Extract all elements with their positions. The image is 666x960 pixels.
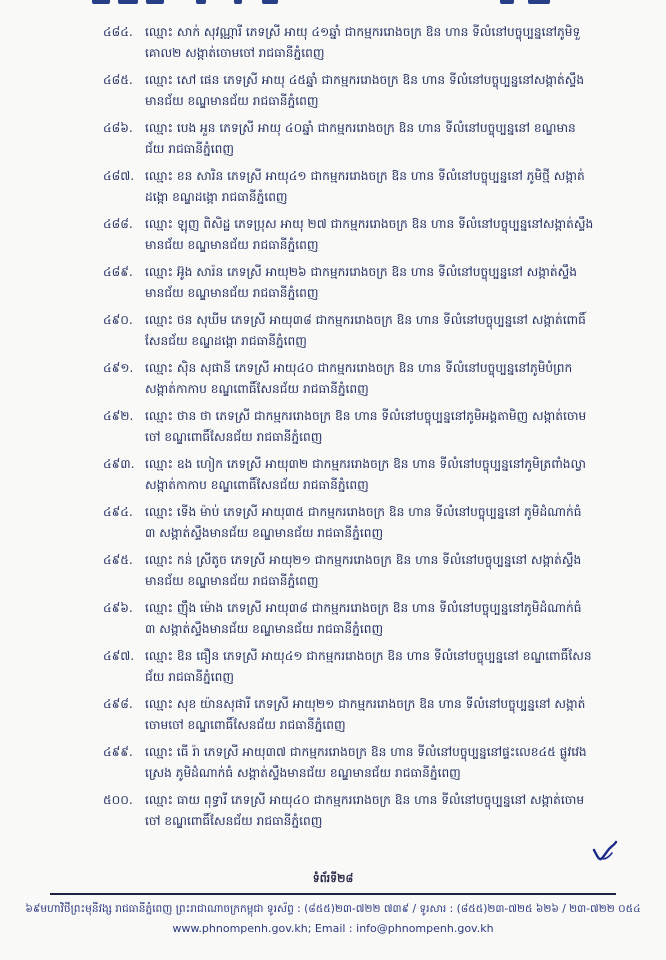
- entry-line-2: គោល២ សង្កាត់ចោមចៅ រាជធានីភ្នំពេញ: [145, 46, 325, 60]
- entry-number: ៤៩៩.: [103, 745, 133, 759]
- entry-line-2: មានជ័យ ខណ្ឌមានជ័យ រាជធានីភ្នំពេញ: [145, 238, 319, 252]
- entry-line-2: ជ័យ រាជធានីភ្នំពេញ: [145, 670, 234, 684]
- list-item: [103, 166, 653, 214]
- list-item: [103, 214, 653, 262]
- entry-line-2: សង្កាត់កាកាប ខណ្ឌពោធិ៍សែនជ័យ រាជធានីភ្នំពេញ: [145, 382, 369, 396]
- list-item: [103, 70, 653, 118]
- entry-line-1: ឈ្មោះ ខន សារិន ភេទស្រី អាយុ៤១ ជាកម្មកររោងចក្រ ឱន ហាន ទីលំនៅបច្ចុប្បន្ននៅ ភូមិថ្មី សង្កាត់: [145, 169, 585, 183]
- entry-line-1: ឈ្មោះ ធាយ ពុទ្ធារី ភេទស្រី អាយុ៤០ ជាកម្មកររោងចក្រ ឱន ហាន ទីលំនៅបច្ចុប្បន្ននៅ សង្កាត់ចោម: [145, 793, 585, 807]
- list-item: [103, 22, 653, 70]
- entry-line-2: សែនជ័យ ខណ្ឌដង្កោ រាជធានីភ្នំពេញ: [145, 334, 307, 348]
- entry-line-1: ឈ្មោះ ទើង ម៉ាប់ ភេទស្រី អាយុ៣៥ ជាកម្មកររោងចក្រ ឱន ហាន ទីលំនៅបច្ចុប្បន្ននៅ ភូមិដំណាក់ធំ: [145, 505, 582, 519]
- worker-list: [103, 22, 653, 838]
- entry-line-2: ស្រេង ភូមិដំណាក់ធំ សង្កាត់ស្ទឹងមានជ័យ ខណ្ឌមានជ័យ រាជធានីភ្នំពេញ: [145, 766, 461, 780]
- entry-line-2: ដង្កោ ខណ្ឌដង្កោ រាជធានីភ្នំពេញ: [145, 190, 288, 204]
- signature-mark: [590, 838, 620, 866]
- website-link[interactable]: www.phnompenh.gov.kh: [172, 922, 308, 935]
- entry-line-2: សង្កាត់កាកាប ខណ្ឌពោធិ៍សែនជ័យ រាជធានីភ្នំពេញ: [145, 478, 369, 492]
- entry-line-2: មានជ័យ ខណ្ឌមានជ័យ រាជធានីភ្នំពេញ: [145, 574, 319, 588]
- list-item: [103, 646, 653, 694]
- list-item: [103, 742, 653, 790]
- entry-line-1: ឈ្មោះ បេង អួន ភេទស្រី អាយុ ៤០ឆ្នាំ ជាកម្មកររោងចក្រ ឱន ហាន ទីលំនៅបច្ចុប្បន្ននៅ ខណ្ឌមាន: [145, 121, 576, 135]
- entry-line-2: មានជ័យ ខណ្ឌមានជ័យ រាជធានីភ្នំពេញ: [145, 94, 319, 108]
- entry-number: ៤៨៩.: [103, 265, 133, 279]
- entry-line-1: ឈ្មោះ ថន សុឃីម ភេទស្រី អាយុ៣៨ ជាកម្មកររោងចក្រ ឱន ហាន ទីលំនៅបច្ចុប្បន្ននៅ សង្កាត់ពោធិ៍: [145, 313, 586, 327]
- entry-number: ៤៩២.: [103, 409, 134, 423]
- entry-number: ៤៩០.: [103, 313, 133, 327]
- entry-line-2: មានជ័យ ខណ្ឌមានជ័យ រាជធានីភ្នំពេញ: [145, 286, 319, 300]
- footer-divider: [50, 893, 616, 895]
- list-item: [103, 310, 653, 358]
- entry-number: ៤៨៤.: [103, 25, 133, 39]
- entry-line-1: ឈ្មោះ ឧង ហៀក ភេទស្រី អាយុ៣២ ជាកម្មកររោងចក្រ ឱន ហាន ទីលំនៅបច្ចុប្បន្ននៅភូមិត្រពាំងល្វា: [145, 457, 587, 471]
- list-item: [103, 694, 653, 742]
- entry-number: ៤៩៣.: [103, 457, 135, 471]
- entry-line-1: ឈ្មោះ ឡុញ ពិសិដ្ឋ ភេទប្រុស អាយុ ២៧ ជាកម្មកររោងចក្រ ឱន ហាន ទីលំនៅបច្ចុប្បន្ននៅសង្កាត់ស្ទឹង: [145, 217, 594, 231]
- list-item: [103, 502, 653, 550]
- entry-line-1: ឈ្មោះ អ៊ូង សារ៉ន ភេទស្រី អាយុ២៦ ជាកម្មកររោងចក្រ ឱន ហាន ទីលំនៅបច្ចុប្បន្ននៅ សង្កាត់ស្ទឹង: [145, 265, 577, 279]
- entry-line-1: ឈ្មោះ ថាន ថា ភេទស្រី ជាកម្មកររោងចក្រ ឱន ហាន ទីលំនៅបច្ចុប្បន្ននៅភូមិអង្គតាមិញ សង្កាត់ចោម: [145, 409, 587, 423]
- entry-line-1: ឈ្មោះ ស៊ិន សុផានី ភេទស្រី អាយុ៤០ ជាកម្មកររោងចក្រ ឱន ហាន ទីលំនៅបច្ចុប្បន្ននៅភូមិបំព្រក: [145, 361, 573, 375]
- entry-number: ៤៩៦.: [103, 601, 133, 615]
- footer-address: ៦៩មហាវិថីព្រះមុនីវង្ស រាជធានីភ្នំពេញ ព្រះរាជាណាចក្រកម្ពុជា ទូរស័ព្ទ : (៨៥៥)២៣-៧២២ ៧៣៩ / ទូរសារ : (៨៥៥)២៣-៧២៥ ៦២៦ / ២៣-៧២២ ០៥៤: [25, 903, 641, 915]
- entry-line-2: ចៅ ខណ្ឌពោធិ៍សែនជ័យ រាជធានីភ្នំពេញ: [145, 814, 323, 828]
- entry-number: ៤៩៤.: [103, 505, 133, 519]
- entry-line-2: ចោមចៅ ខណ្ឌពោធិ៍សែនជ័យ រាជធានីភ្នំពេញ: [145, 718, 346, 732]
- list-item: [103, 550, 653, 598]
- list-item: [103, 598, 653, 646]
- entry-number: ៤៩៨.: [103, 697, 133, 711]
- page-number: ទំព័រទី២៨: [312, 872, 354, 885]
- entry-line-2: ៣ សង្កាត់ស្ទឹងមានជ័យ ខណ្ឌមានជ័យ រាជធានីភ្នំពេញ: [145, 622, 384, 636]
- email-label: Email :: [314, 922, 353, 935]
- entry-number: ៤៨៦.: [103, 121, 133, 135]
- entry-line-1: ឈ្មោះ សៅ ផេន ភេទស្រី អាយុ ៤៥ឆ្នាំ ជាកម្មកររោងចក្រ ឱន ហាន ទីលំនៅបច្ចុប្បន្ននៅសង្កាត់ស្ទឹង: [145, 73, 585, 87]
- entry-number: ៤៨៨.: [103, 217, 133, 231]
- entry-number: ៥០០.: [103, 793, 133, 807]
- entry-line-1: ឈ្មោះ សាក់ សុវណ្ណារី ភេទស្រី អាយុ ៤១ឆ្នាំ ជាកម្មកររោងចក្រ ឱន ហាន ទីលំនៅបច្ចុប្បន្ននៅភូមិទួ: [145, 25, 581, 39]
- footer-contact: www.phnompenh.gov.kh; Email : info@phnompenh.gov.kh: [172, 922, 494, 935]
- entry-line-1: ឈ្មោះ ញ៉ឹង ម៉ោង ភេទស្រី អាយុ៣៨ ជាកម្មកររោងចក្រ ឱន ហាន ទីលំនៅបច្ចុប្បន្ននៅភូមិដំណាក់ធំ: [145, 601, 582, 615]
- header-cropped-strip: [0, 0, 666, 14]
- list-item: [103, 262, 653, 310]
- list-item: [103, 790, 653, 838]
- entry-number: ៤៨៥.: [103, 73, 133, 87]
- entry-number: ៤៩១.: [103, 361, 134, 375]
- entry-number: ៤៩៥.: [103, 553, 133, 567]
- entry-line-1: ឈ្មោះ ធើ រ៉ា ភេទស្រី អាយុ៣៧ ជាកម្មកររោងចក្រ ឱន ហាន ទីលំនៅបច្ចុប្បន្ននៅផ្ទះលេខ៤៥ ផ្លូវវេង: [145, 745, 587, 759]
- email-link[interactable]: info@phnompenh.gov.kh: [356, 922, 494, 935]
- list-item: [103, 118, 653, 166]
- entry-line-2: ៣ សង្កាត់ស្ទឹងមានជ័យ ខណ្ឌមានជ័យ រាជធានីភ្នំពេញ: [145, 526, 384, 540]
- list-item: [103, 454, 653, 502]
- entry-line-2: ជ័យ រាជធានីភ្នំពេញ: [145, 142, 234, 156]
- entry-line-1: ឈ្មោះ ឱន ធឿន ភេទស្រី អាយុ៤១ ជាកម្មកររោងចក្រ ឱន ហាន ទីលំនៅបច្ចុប្បន្ននៅ ខណ្ឌពោធិ៍សែន: [145, 649, 592, 663]
- entry-line-1: ឈ្មោះ សុខ យ៉ានសុផារី ភេទស្រី អាយុ២១ ជាកម្មកររោងចក្រ ឱន ហាន ទីលំនៅបច្ចុប្បន្ននៅ សង្កាត់: [145, 697, 586, 711]
- entry-number: ៤៨៧.: [103, 169, 135, 183]
- entry-line-1: ឈ្មោះ កន់ ស្រីតូច ភេទស្រី អាយុ២១ ជាកម្មកររោងចក្រ ឱន ហាន ទីលំនៅបច្ចុប្បន្ននៅ សង្កាត់ស្ទឹង: [145, 553, 582, 567]
- entry-number: ៤៩៧.: [103, 649, 135, 663]
- entry-line-2: ចៅ ខណ្ឌពោធិ៍សែនជ័យ រាជធានីភ្នំពេញ: [145, 430, 323, 444]
- list-item: [103, 358, 653, 406]
- list-item: [103, 406, 653, 454]
